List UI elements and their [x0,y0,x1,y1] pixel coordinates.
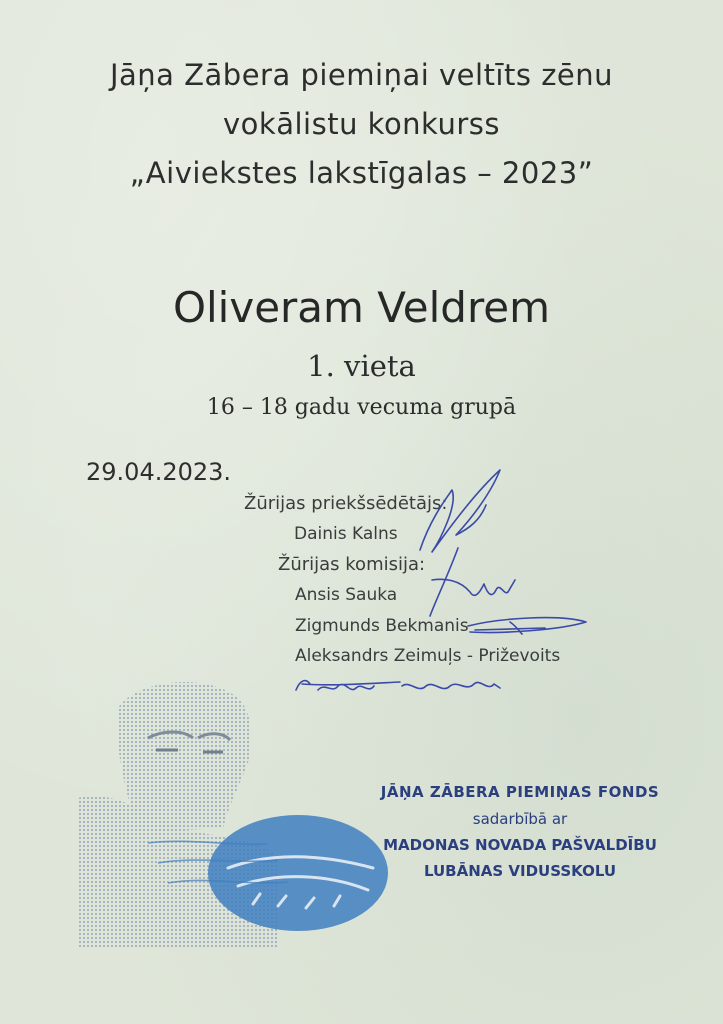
jury-chair-label: Žūrijas priekšsēdētājs: [244,493,448,514]
fund-partner-municipality: MADONAS NOVADA PAŠVALDĪBU [383,836,657,854]
jury-chair-name: Dainis Kalns [294,524,398,544]
recipient-name: Oliveram Veldrem [172,283,551,332]
fund-cooperation: sadarbībā ar [472,810,568,828]
jury-member: Zigmunds Bekmanis [295,616,469,636]
fund-partner-school: LUBĀNAS VIDUSSKOLU [423,862,617,880]
age-group: 16 – 18 gadu vecuma grupā [206,395,517,420]
certificate-date: 29.04.2023. [86,458,232,486]
competition-title-line1: Jāņa Zābera piemiņai veltīts zēnu [109,58,614,92]
fund-name: JĀŅA ZĀBERA PIEMIŅAS FONDS [380,783,660,801]
competition-title-line3: „Aiviekstes lakstīgalas – 2023” [129,156,594,190]
portrait-emblem-graphic [78,668,388,958]
jury-commission-label: Žūrijas komisija: [278,554,426,575]
jury-member: Aleksandrs Zeimuļs - Priževoits [295,646,561,666]
award-place: 1. vieta [307,349,416,383]
competition-title-line2: vokālistu konkurss [223,107,500,141]
jury-member: Ansis Sauka [295,585,398,605]
